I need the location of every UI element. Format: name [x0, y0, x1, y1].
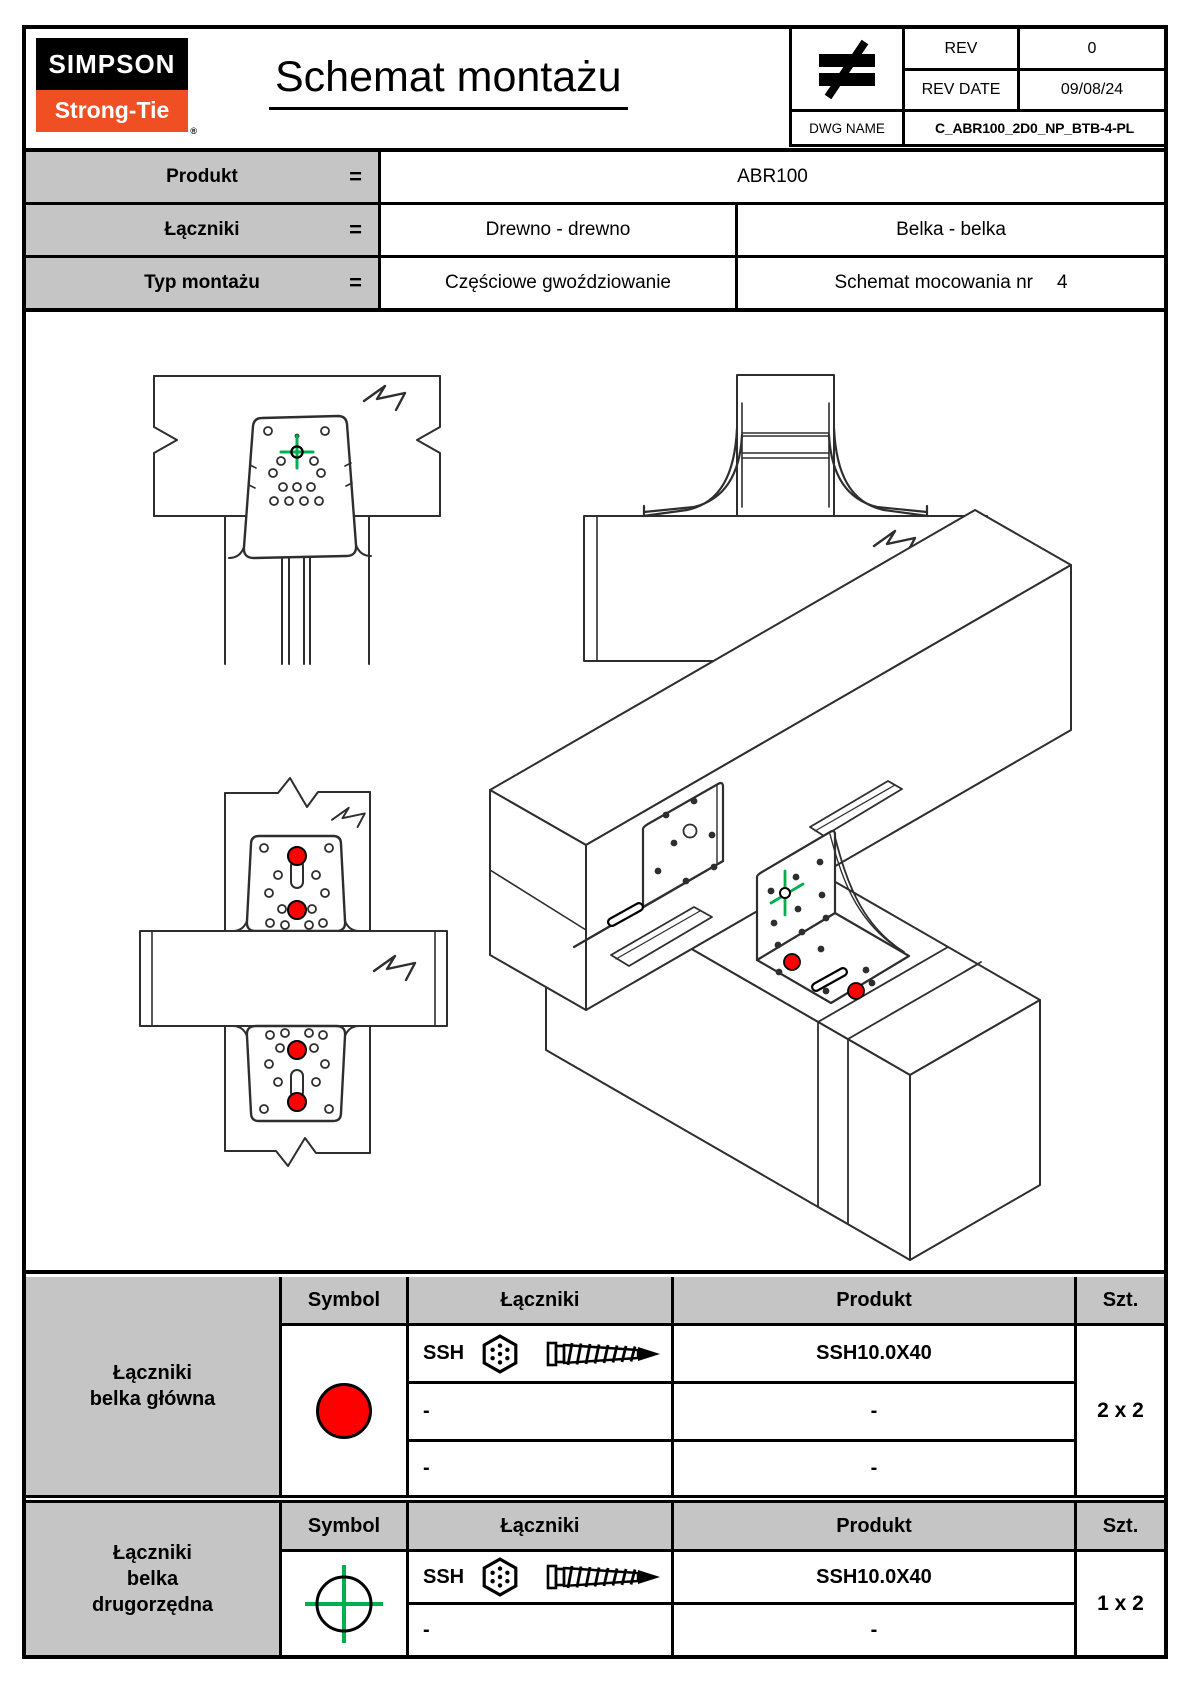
fastener-cell — [409, 1552, 671, 1602]
group-line: Łączniki — [113, 1542, 192, 1564]
rev-date-value: 09/08/24 — [1020, 71, 1164, 109]
technical-drawing-area — [26, 315, 1164, 1274]
typ-value-left-cell: Częściowe gwoździowanie — [381, 258, 735, 308]
symbol-cell-main-beam — [282, 1326, 406, 1495]
dwg-name-value: C_ABR100_2D0_NP_BTB-4-PL — [905, 112, 1164, 144]
logo-simpson: SIMPSON — [36, 38, 188, 90]
registered-mark: ® — [190, 126, 197, 136]
product-cell: SSH10.0X40 — [674, 1552, 1074, 1602]
group-line: belka główna — [89, 1388, 216, 1410]
schemat-mocowania-number: 4 — [1056, 272, 1068, 293]
equals-sign: = — [349, 164, 362, 189]
dwg-name-label: DWG NAME — [792, 112, 902, 144]
group-line: Łączniki — [113, 1362, 192, 1384]
assembly-views-drawing — [26, 315, 1164, 1266]
page-title: Schemat montażu — [269, 53, 628, 110]
col-header-symbol: Symbol — [282, 1503, 406, 1549]
rev-label: REV — [905, 29, 1017, 68]
col-header-produkt: Produkt — [674, 1277, 1074, 1323]
produkt-label-cell — [26, 152, 378, 202]
equals-sign: = — [349, 270, 362, 295]
screw-side-icon — [546, 1559, 664, 1595]
screw-head-icon — [482, 1334, 518, 1374]
fastener-table-main-beam — [26, 1277, 1164, 1495]
red-dot-symbol — [316, 1383, 372, 1439]
produkt-label: Produkt — [166, 166, 238, 187]
laczniki-value-left-cell: Drewno - drewno — [381, 205, 735, 255]
produkt-value-cell: ABR100 — [381, 152, 1164, 202]
header — [26, 29, 1164, 152]
col-header-szt: Szt. — [1077, 1503, 1164, 1549]
logo-strongtie — [36, 90, 197, 136]
group-label-main-beam — [26, 1277, 279, 1495]
sheet-border — [22, 25, 1168, 1659]
title-block — [789, 29, 1164, 147]
equals-sign: = — [349, 217, 362, 242]
col-header-laczniki: Łączniki — [409, 1277, 671, 1323]
screw-head-icon — [482, 1557, 518, 1597]
fastener-table-secondary-beam — [26, 1503, 1164, 1655]
laczniki-value-right-cell: Belka - belka — [738, 205, 1164, 255]
group-line: drugorzędna — [91, 1594, 214, 1616]
col-header-szt: Szt. — [1077, 1277, 1164, 1323]
main-beam-fastener-marker — [288, 1093, 306, 1111]
col-header-laczniki: Łączniki — [409, 1503, 671, 1549]
fastener-cell — [409, 1326, 671, 1381]
fastener-cell: - — [409, 1605, 671, 1655]
group-label-secondary-beam — [26, 1503, 279, 1655]
product-cell: - — [674, 1384, 1074, 1439]
view-front — [140, 778, 447, 1166]
view-plan — [154, 376, 440, 664]
fastener-cell: - — [409, 1442, 671, 1495]
typ-value-right-cell — [738, 258, 1164, 308]
green-crosshair-symbol — [300, 1560, 388, 1648]
fastener-label: SSH — [423, 1342, 465, 1364]
col-header-produkt: Produkt — [674, 1503, 1074, 1549]
main-beam-fastener-marker — [288, 901, 306, 919]
quantity-cell-main-beam: 2 x 2 — [1077, 1326, 1164, 1495]
logo-strongtie-text: Strong-Tie — [54, 97, 170, 123]
view-isometric — [490, 510, 1071, 1260]
laczniki-label-cell — [26, 205, 378, 255]
main-beam-fastener-marker — [848, 983, 864, 999]
schemat-mocowania-text: Schemat mocowania nr — [834, 272, 1033, 293]
not-equal-icon — [792, 29, 902, 109]
col-header-symbol: Symbol — [282, 1277, 406, 1323]
fastener-label: SSH — [423, 1565, 465, 1588]
main-beam-fastener-marker — [288, 1041, 306, 1059]
main-beam-fastener-marker — [784, 954, 800, 970]
laczniki-label: Łączniki — [164, 219, 240, 240]
quantity-cell-secondary-beam: 1 x 2 — [1077, 1552, 1164, 1655]
typ-montazu-label-cell — [26, 258, 378, 308]
product-cell: - — [674, 1442, 1074, 1495]
product-info-table — [26, 152, 1164, 312]
rev-value: 0 — [1020, 29, 1164, 68]
product-cell: SSH10.0X40 — [674, 1326, 1074, 1381]
main-beam-fastener-marker — [288, 847, 306, 865]
fastener-cell: - — [409, 1384, 671, 1439]
rev-date-label: REV DATE — [905, 71, 1017, 109]
simpson-strongtie-logo — [36, 38, 197, 136]
product-cell: - — [674, 1605, 1074, 1655]
table-divider — [26, 1495, 1164, 1503]
screw-side-icon — [546, 1336, 664, 1372]
symbol-cell-secondary-beam — [282, 1552, 406, 1655]
group-line: belka — [126, 1568, 179, 1590]
typ-montazu-label: Typ montażu — [144, 272, 260, 293]
